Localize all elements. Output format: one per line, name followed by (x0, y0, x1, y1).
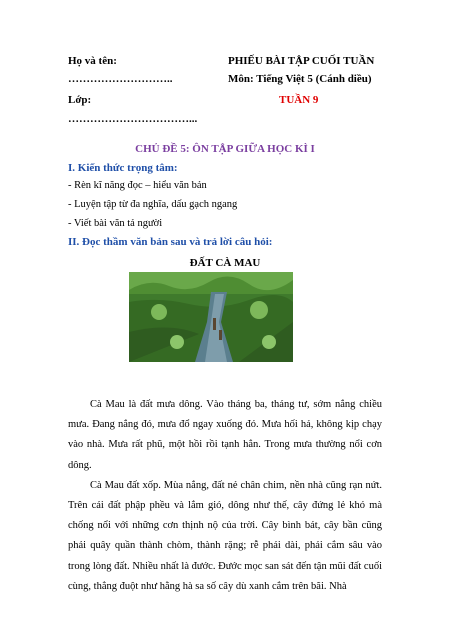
story-title: ĐẤT CÀ MAU (189, 257, 261, 269)
header-row-2 (68, 73, 410, 89)
section-2-title: II. Đọc thầm văn bản sau và trả lời câu hỏi: (68, 236, 273, 248)
section-1-title: I. Kiến thức trọng tâm: (68, 162, 178, 174)
name-label: Họ và tên: (68, 55, 117, 67)
week-label: TUẦN 9 (279, 94, 319, 106)
bullet-1: - Rèn kĩ năng đọc – hiểu văn bản (68, 180, 207, 191)
sheet-title: PHIẾU BÀI TẬP CUỐI TUẦN (228, 55, 375, 67)
class-dots: ……………………………... (68, 113, 198, 125)
class-label: Lớp: (68, 94, 92, 106)
header-row-1 (68, 55, 410, 71)
story-body (68, 395, 382, 597)
mangrove-canal-photo (129, 272, 293, 362)
subject-label: Môn: Tiếng Việt 5 (Cánh diều) (228, 73, 372, 85)
name-dots: ……………………….. (68, 73, 173, 85)
topic-title: CHỦ ĐỀ 5: ÔN TẬP GIỮA HỌC KÌ I (135, 143, 315, 155)
bullet-3: - Viết bài văn tả người (68, 218, 163, 229)
header-row-4 (68, 113, 410, 129)
bullet-2: - Luyện tập từ đa nghĩa, dấu gạch ngang (68, 199, 238, 210)
story-paragraph-1: Cà Mau là đất mưa dông. Vào tháng ba, tháng tư, sớm nắng chiều mưa. Đang nắng đó, mưa đổ ngay xuống đó. Mưa hối hả, không kịp chạy vào nhà. Mưa rất phũ, một hồi rồi tạnh hẳn. Trong mưa thường nổi cơn dông. (68, 399, 382, 471)
header-row-3 (68, 94, 410, 110)
story-paragraph-2: Cà Mau đất xốp. Mùa nắng, đất nẻ chân chim, nền nhà cũng rạn nứt. Trên cái đất phập phều và lắm gió, dông như thế, cây đứng lẻ khó mà chống nổi với những cơn thịnh nộ của trời. Cây bình bát, cây bần cũng phải quây quần thành chòm, thành rặng; rễ phải dài, phải cắm sâu vào trong lòng đất. Nhiều nhất là đước. Đước mọc san sát đến tận mũi đất cuối cùng, thẳng đuột như hằng hà sa số cây dù xanh cắm trên bãi. Nhà (68, 479, 382, 592)
